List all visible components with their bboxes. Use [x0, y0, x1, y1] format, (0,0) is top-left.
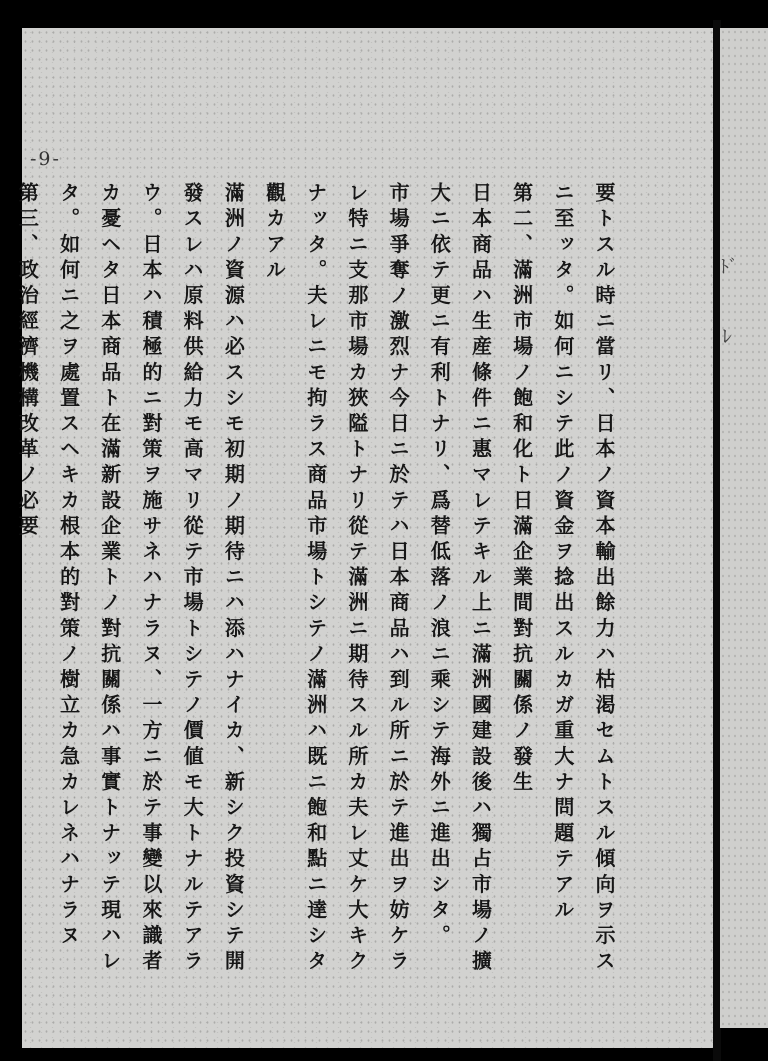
page-number: -9-: [30, 148, 61, 170]
text-column: カ憂ヘタ日本商品ト在滿新設企業トノ對抗關係ハ事實トナッテ現ハレ: [97, 182, 122, 976]
section-heading: 第二、滿洲市場ノ飽和化ト日滿企業間對抗關係ノ發生: [509, 182, 534, 797]
text-column: 觀カアル: [262, 182, 287, 285]
vertical-text-block: [15, 182, 624, 982]
section-heading: 第三、政治經濟機構改革ノ必要: [15, 182, 40, 541]
text-column: 大ニ依テ更ニ有利トナリ、爲替低落ノ浪ニ乘シテ海外ニ進出シタ。: [427, 182, 452, 950]
text-column: レ特ニ支那市場カ狹隘トナリ從テ滿洲ニ期待スル所カ夫レ丈ケ大キク: [344, 182, 369, 976]
text-column: タ。如何ニ之ヲ處置スヘキカ根本的對策ノ樹立カ急カレネハナラヌ: [56, 182, 81, 950]
text-column: ナッタ。夫レニモ拘ラス商品市場トシテノ滿洲ハ既ニ飽和點ニ達シタ: [303, 182, 328, 976]
text-column: 要トスル時ニ當リ、日本ノ資本輸出餘力ハ枯渇セムトスル傾向ヲ示ス: [592, 182, 616, 976]
margin-mark: ﾄﾞ: [720, 257, 738, 278]
text-column: ニ至ッタ。如何ニシテ此ノ資金ヲ捻出スルカガ重大ナ問題テアル: [550, 182, 575, 925]
text-column: 市場爭奪ノ激烈ナ今日ニ於テハ日本商品ハ到ル所ニ於テ進出ヲ妨ケラ: [386, 182, 411, 976]
margin-mark: ﾚ: [722, 324, 732, 348]
text-column: 滿洲ノ資源ハ必スシモ初期ノ期待ニハ添ハナイカ、新シク投資シテ開: [221, 182, 246, 976]
text-column: 發スレハ原料供給力モ高マリ從テ市場トシテノ價値モ大トナルテアラ: [180, 182, 205, 976]
text-column: ウ。日本ハ積極的ニ對策ヲ施サネハナラヌ、一方ニ於テ事變以來識者: [138, 182, 163, 976]
adjacent-page-edge: [720, 28, 768, 1028]
text-column: 日本商品ハ生産條件ニ惠マレテキル上ニ滿洲國建設後ハ獨占市場ノ擴: [468, 182, 493, 976]
